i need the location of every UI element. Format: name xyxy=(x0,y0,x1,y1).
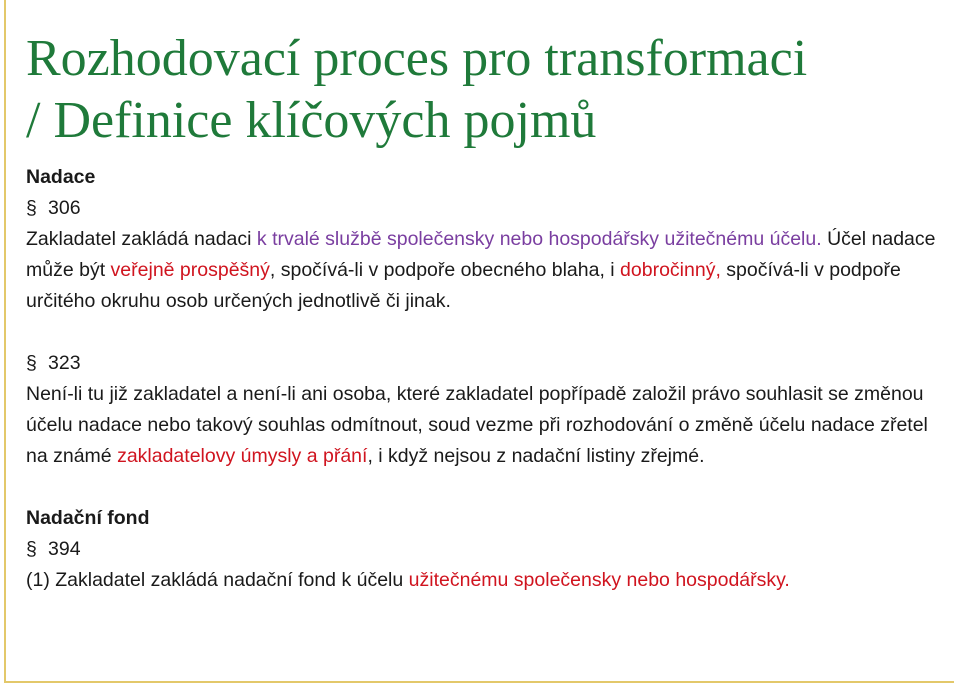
section-323-ref xyxy=(26,348,951,379)
text-segment: Účel nadace může být xyxy=(26,228,936,281)
slide-title xyxy=(26,28,807,152)
section-sign-icon: § xyxy=(26,538,37,560)
text-segment: , i když nejsou z nadační listiny zřejmé. xyxy=(367,445,705,467)
nadace-heading: Nadace xyxy=(26,166,96,188)
highlight-red: veřejně prospěšný xyxy=(110,259,270,281)
slide-title-line-2: / Definice klíčových pojmů xyxy=(26,92,597,149)
slide-title-line-1: Rozhodovací proces pro transformaci xyxy=(26,30,808,87)
section-306-ref xyxy=(26,193,951,224)
highlight-red: užitečnému společensky nebo hospodářsky. xyxy=(408,569,790,591)
highlight-purple: k trvalé službě xyxy=(256,228,382,250)
section-323-text xyxy=(26,379,951,472)
text-segment: Zakladatel zakládá nadaci xyxy=(26,228,257,250)
highlight-red: zakladatelovy úmysly a přání xyxy=(117,445,368,467)
section-sign-icon: § xyxy=(26,352,37,374)
spacer xyxy=(26,317,951,348)
section-394-ref xyxy=(26,534,951,565)
slide-body xyxy=(26,162,951,596)
section-306-number: 306 xyxy=(48,197,81,219)
text-segment: (1) Zakladatel zakládá nadační fond k účelu xyxy=(26,569,409,591)
highlight-red: dobročinný, xyxy=(620,259,721,281)
section-306-text xyxy=(26,224,951,317)
text-segment: spočívá-li v podpoře určitého okruhu osob určených jednotlivě či jinak. xyxy=(26,259,901,312)
section-323-number: 323 xyxy=(48,352,81,374)
section-sign-icon: § xyxy=(26,197,37,219)
fond-heading: Nadační fond xyxy=(26,507,150,529)
frame-bottom-line xyxy=(4,681,954,683)
frame-left-line xyxy=(4,0,6,682)
section-394-text xyxy=(26,565,951,596)
section-394-number: 394 xyxy=(48,538,81,560)
highlight-purple: společensky nebo hospodářsky užitečnému účelu. xyxy=(386,228,822,250)
spacer xyxy=(26,472,951,503)
text-segment: Není-li tu již zakladatel a není-li ani osoba, které zakladatel popřípadě založil právo souhlasit se změnou účelu nadace nebo takový souhlas odmítnout, soud vezme při rozhodování o změně účelu nadace zřetel na známé xyxy=(26,383,928,467)
text-segment: , spočívá-li v podpoře obecného blaha, i xyxy=(269,259,621,281)
